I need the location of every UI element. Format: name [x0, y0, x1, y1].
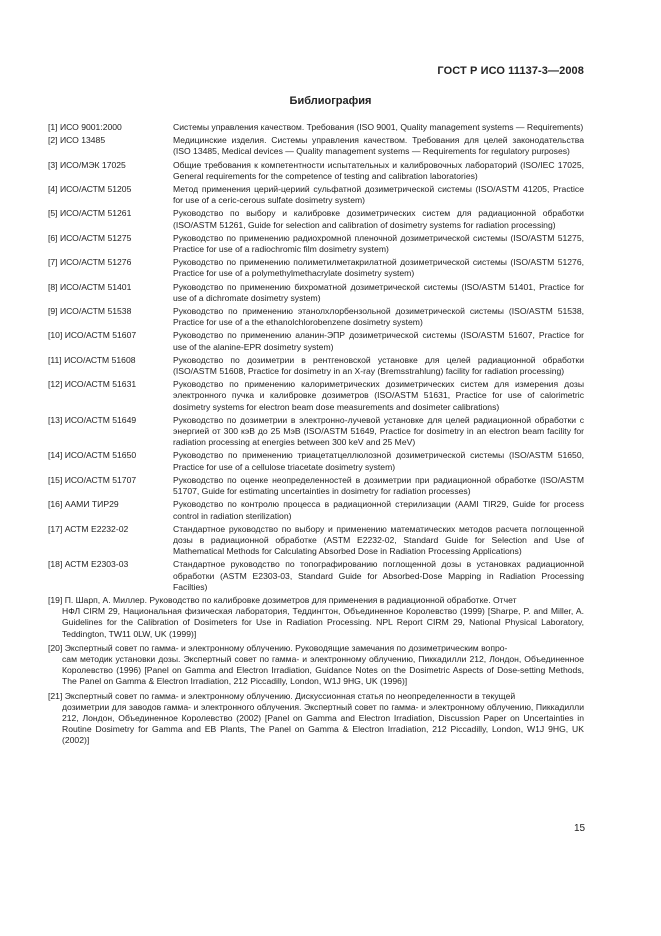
- reference-text: Метод применения церий-цериий сульфатной дозиметрической системы (ISO/ASTM 41205, Practice for use of a ceric-cerous sulfate dosimetry system): [173, 184, 584, 206]
- reference-item: [48, 282, 584, 304]
- reference-continuation: сам методик установки дозы. Экспертный совет по гамма- и электронному облучению, Пиккадилли 212, Лондон, Объединенное Королевство (1996) [Panel on Gamma and Electron Irradiation, Guidance Notes on the Dosimetric Aspects of Dose-setting Methods, The Panel on Gamma & Electron Irradiation, 212 Piccadilly, London, W1J 9HG, UK (1996)]: [62, 653, 584, 687]
- reference-code: [12] ИСО/АСТМ 51631: [48, 379, 137, 390]
- reference-code: [16] ААМИ ТИР29: [48, 499, 119, 510]
- reference-item: [48, 184, 584, 206]
- reference-text: Медицинские изделия. Системы управления качеством. Требования для целей законодательства (ISO 13485, Medical devices — Quality management systems — Requirements for regulatory purposes): [173, 135, 584, 157]
- reference-code: [11] ИСО/АСТМ 51608: [48, 354, 136, 365]
- reference-code: [4] ИСО/АСТМ 51205: [48, 184, 132, 195]
- reference-item: [48, 415, 584, 449]
- reference-code: [14] ИСО/АСТМ 51650: [48, 450, 137, 461]
- reference-code: [9] ИСО/АСТМ 51538: [48, 306, 132, 317]
- reference-first-line: [19] П. Шарп, А. Миллер. Руководство по калибровке дозиметров для применения в радиационной обработке. Отчет: [48, 594, 517, 605]
- reference-code: [15] ИСО/АСТМ 51707: [48, 474, 137, 485]
- reference-code: [5] ИСО/АСТМ 51261: [48, 208, 132, 219]
- reference-text: Руководство по применению калориметрических дозиметрических систем для измерения дозы электронного пучка и калибровке дозиметров (ISO/ASTM 51631, Practice for use of calorimetric dosimetry systems for electron beam dose measurements and dosimeter calibrations): [173, 379, 584, 412]
- reference-item: [48, 595, 584, 640]
- reference-item: [48, 559, 584, 593]
- reference-text: Руководство по применению аланин-ЭПР дозиметрической системы (ISO/ASTM 51607, Practice for use of the alanine-EPR dosimetry system): [173, 330, 584, 352]
- reference-continuation: НФЛ CIRM 29, Национальная физическая лаборатория, Теддингтон, Объединенное Королевство (1999) [Sharpe, P. and Miller, A. Guidelines for the Calibration of Dosimeters for Use in Radiation Processing. NPL Report CIRM 29, National Physical Laboratory, Teddington, TW11 0LW, UK (1999)]: [62, 606, 584, 639]
- document-header: ГОСТ Р ИСО 11137-3—2008: [437, 65, 584, 77]
- reference-text: Стандартное руководство по выбору и применению математических методов расчета поглощенной дозы в радиационной обработке (ASTM E2232-02, Standard Guide for Selection and Use of Mathematical Methods for Calculating Absorbed Dose in Radiation Processing Applications): [173, 523, 584, 557]
- reference-text: Руководство по применению полиметилметакрилатной дозиметрической системы (ISO/ASTM 51276, Practice for use of a polymethylmethacrylate dosimetry system): [173, 257, 584, 279]
- page-title: Библиография: [289, 95, 372, 107]
- reference-item: [48, 499, 584, 521]
- reference-item: [48, 135, 584, 157]
- reference-item: [48, 122, 584, 133]
- reference-text: Руководство по дозиметрии в электронно-лучевой установке для целей радиационной обработки с энергией от 300 кэВ до 25 МэВ (ISO/ASTM 51649, Practice for dosimetry in an electron beam facility for radiation processing at energies between 300 keV and 25 MeV): [173, 414, 584, 448]
- reference-item: [48, 306, 584, 328]
- reference-code: [10] ИСО/АСТМ 51607: [48, 330, 137, 341]
- reference-text: Руководство по оценке неопределенностей в дозиметрии при радиационной обработке (ISO/ASTM 51707, Guide for estimating uncertainties in dosimetry for radiation processes): [173, 474, 584, 497]
- reference-item: [48, 355, 584, 377]
- reference-first-line: [21] Экспертный совет по гамма- и электронному облучению. Дискуссионная статья по неопределенности в текущей: [48, 690, 516, 701]
- reference-item: [48, 160, 584, 182]
- reference-text: Руководство по контролю процесса в радиационной стерилизации (AAMI TIR29, Guide for process control in radiation sterilization): [173, 499, 584, 521]
- reference-text: Руководство по выбору и калибровке дозиметрических систем для радиационной обработки (ISO/ASTM 51261, Guide for selection and calibration of dosimetry systems for radiation processing): [173, 208, 584, 230]
- reference-code: [7] ИСО/АСТМ 51276: [48, 257, 132, 268]
- reference-text: Стандартное руководство по топографированию поглощенной дозы в установках радиационной обработки (ASTM E2303-03, Standard Guide for Absorbed-Dose Mapping in Radiation Processing Facilties): [173, 559, 584, 592]
- reference-text: Системы управления качеством. Требования (ISO 9001, Quality management systems — Requirements): [173, 122, 584, 132]
- reference-code: [2] ИСО 13485: [48, 135, 106, 146]
- reference-item: [48, 379, 584, 413]
- reference-item: [48, 475, 584, 497]
- reference-item: [48, 257, 584, 279]
- reference-item: [48, 233, 584, 255]
- reference-text: Руководство по дозиметрии в рентгеновской установке для целей радиационной обработки (ISO/ASTM 51608, Practice for dosimetry in an X-ray (Bremsstrahlung) facility for radiation processing): [173, 354, 584, 377]
- reference-code: [8] ИСО/АСТМ 51401: [48, 281, 132, 292]
- reference-item: [48, 330, 584, 352]
- reference-continuation: дозиметрии для заводов гамма- и электронного облучения. Экспертный совет по гамма- и электронному облучению, Пиккадилли 212, Лондон, Объединенное Королевство (2002) [Panel on Gamma and Electron Irradiation, Discussion Paper on Uncertainties in Routine Dosimetry for Gamma and EB Plants, The Panel on Gamma & Electron Irradiation, 212 Piccadilly, London, W1J 9HG, UK (2002)]: [62, 701, 584, 746]
- reference-text: Руководство по применению триацетатцеллюлозной дозиметрической системы (ISO/ASTM 51650, Practice for use of a cellulose triacetate dosimetry system): [173, 450, 584, 472]
- page-number: 15: [574, 823, 586, 834]
- reference-code: [17] АСТМ E2232-02: [48, 523, 129, 534]
- reference-item: [48, 524, 584, 558]
- reference-code: [18] АСТМ E2303-03: [48, 559, 129, 570]
- reference-code: [13] ИСО/АСТМ 51649: [48, 414, 137, 425]
- reference-code: [6] ИСО/АСТМ 51275: [48, 232, 132, 243]
- bibliography-list: [48, 122, 584, 750]
- reference-text: Руководство по применению этанолхлорбензольной дозиметрической системы (ISO/ASTM 51538, Practice for use of a the ethanolchlorobenzene dosimetry system): [173, 306, 584, 328]
- reference-item: [48, 208, 584, 230]
- reference-text: Руководство по применению бихроматной дозиметрической системы (ISO/ASTM 51401, Practice for use of a dichromate dosimetry system): [173, 281, 584, 303]
- reference-item: [48, 691, 584, 747]
- reference-item: [48, 450, 584, 472]
- reference-code: [1] ИСО 9001:2000: [48, 122, 122, 132]
- reference-item: [48, 643, 584, 688]
- reference-first-line: [20] Экспертный совет по гамма- и электронному облучению. Руководящие замечания по дозиметрическим вопро-: [48, 642, 508, 653]
- reference-code: [3] ИСО/МЭК 17025: [48, 159, 126, 170]
- reference-text: Руководство по применению радиохромной пленочной дозиметрической системы (ISO/ASTM 51275, Practice for use of a radiochromic film dosimetry system): [173, 232, 584, 255]
- reference-text: Общие требования к компетентности испытательных и калибровочных лабораторий (ISO/IEC 17025, General requirements for the competence of testing and calibration laboratories): [173, 159, 584, 181]
